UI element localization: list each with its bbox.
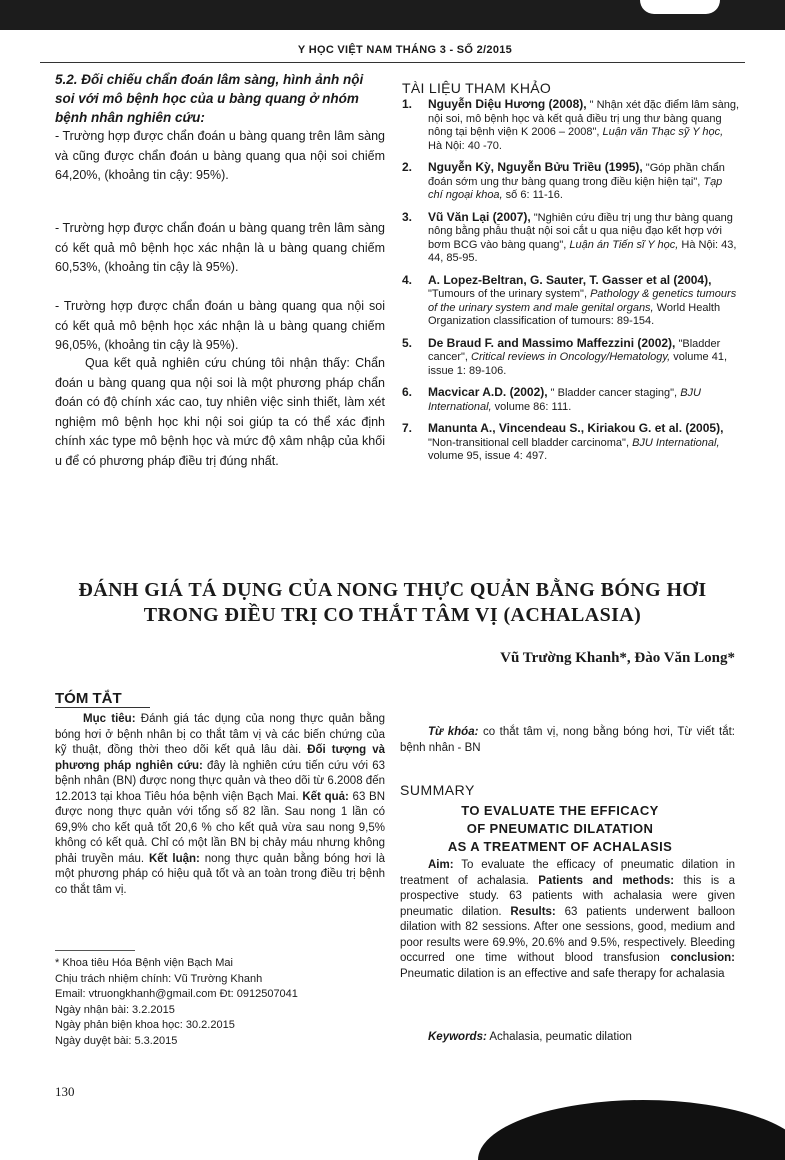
reference-tail: World Health Organization classification of tumours: 89-154. xyxy=(428,301,721,327)
reference-text: " Bladder cancer staging", xyxy=(547,387,681,399)
label-conclusion-en: conclusion: xyxy=(670,952,735,964)
page-number: 130 xyxy=(55,1084,75,1099)
keywords-vi xyxy=(400,725,735,756)
footnote-affiliation: * Khoa tiêu Hóa Bệnh viện Bạch Mai xyxy=(55,957,233,969)
footnote-contact: Email: vtruongkhanh@gmail.com Đt: 0912507041 xyxy=(55,988,298,1000)
english-title-line: AS A TREATMENT OF ACHALASIS xyxy=(447,839,673,854)
reference-number: 1. xyxy=(402,97,413,111)
label-patients-methods: Patients and methods: xyxy=(538,874,675,887)
reference-source: Critical reviews in Oncology/Hematology, xyxy=(471,351,671,363)
label-results-en: Results: xyxy=(510,905,556,918)
reference-text: "Góp phần chẩn đoán sớm ung thư bàng quang trong điều kiện hiện tại", xyxy=(428,162,725,188)
reference-tail: Hà Nội: 40 -70. xyxy=(428,139,502,152)
reference-authors: A. Lopez-Beltran, G. Sauter, T. Gasser et al (2004), xyxy=(428,272,712,287)
article-authors: Vũ Trường Khanh*, Đào Văn Long* xyxy=(500,650,735,666)
reference-source: Pathology & genetics tumours of the urinary system and male genital organs, xyxy=(428,288,737,314)
abstract-heading-rule xyxy=(55,707,150,708)
reference-text: "Tumours of the urinary system", xyxy=(428,288,591,300)
abstract-methods: đây là nghiên cứu tiến cứu với 63 bệnh nhân (BN) được nong thực quản và theo dõi từ 6.2008 đến 12.2013 tại khoa Tiêu hóa bệnh viện Bạch Mai. xyxy=(55,759,385,803)
running-header: Y HỌC VIỆT NAM THÁNG 3 - SỐ 2/2015 xyxy=(297,44,513,56)
article-title-line: TRONG ĐIỀU TRỊ CO THẮT TÂM VỊ (ACHALASIA) xyxy=(143,604,642,626)
reference-authors: De Braud F. and Massimo Maffezzini (2002), xyxy=(428,335,676,350)
reference-source: Tạp chí ngoại khoa, xyxy=(428,175,723,201)
bullet-paragraph: - Trường hợp được chẩn đoán u bàng quang trên lâm sàng và cũng được chẩn đoán u bàng quang qua nội soi chiếm 64,20%, (khoảng tin cậy: 95%). xyxy=(55,129,385,182)
reference-authors: Vũ Văn Lại (2007), xyxy=(428,209,531,224)
reference-item xyxy=(400,161,740,203)
label-aim: Aim: xyxy=(428,859,454,871)
reference-tail: volume 86: 111. xyxy=(491,400,572,413)
reference-source: BJU International, xyxy=(632,436,720,449)
english-title-line: TO EVALUATE THE EFFICACY xyxy=(461,803,659,818)
label-methods: Đối tượng và phương pháp nghiên cứu: xyxy=(55,744,386,772)
top-decorative-swoosh xyxy=(640,0,720,14)
reference-number: 2. xyxy=(402,160,413,174)
reference-authors: Manunta A., Vincendeau S., Kiriakou G. et al. (2005), xyxy=(428,421,724,435)
footnote-rule xyxy=(55,950,135,951)
keywords-vi-text: co thắt tâm vị, nong bằng bóng hơi, Từ viết tắt: bệnh nhân - BN xyxy=(400,726,735,754)
reference-tail: số 6: 11-16. xyxy=(502,189,563,201)
footnote-received: Ngày nhận bài: 3.2.2015 xyxy=(55,1003,175,1016)
reference-source: BJU International, xyxy=(428,387,701,413)
label-results: Kết quả: xyxy=(302,790,349,803)
abstract-objective: Đánh giá tác dụng của nong thực quản bằng bóng hơi ở bệnh nhân bị co thắt tâm vị và các biến chứng của kỹ thuật, đồng thời theo dõi kết quả lâu dài. xyxy=(55,713,385,756)
label-conclusion: Kết luận: xyxy=(148,852,200,865)
reference-source: Luận văn Thạc sỹ Y học, xyxy=(602,126,724,138)
abstract-conclusion: nong thực quản bằng bóng hơi là một phương pháp có hiệu quả tốt và an toàn trong điều trị bệnh co thắt tâm vị. xyxy=(55,852,386,896)
label-objective: Mục tiêu: xyxy=(83,713,136,725)
english-title-line: OF PNEUMATIC DILATATION xyxy=(466,821,654,836)
keywords-en-text: Achalasia, peumatic dilation xyxy=(486,1031,632,1043)
summary-aim: To evaluate the efficacy of pneumatic dilation in treatment of achalasia. xyxy=(400,859,735,887)
conclusion-paragraph: Qua kết quả nghiên cứu chúng tôi nhận thấy: Chẩn đoán u bàng quang qua nội soi là một phương pháp chẩn đoán có độ chính xác cao, tuy nhiên việc sinh thiết, làm xét nghiệm mô bệnh học khi nội soi giúp ta có thể xác định chính xác type mô bệnh học và mức độ xâm nhập của khối u để có phương pháp điều trị đúng nhất. xyxy=(55,356,385,468)
reference-item xyxy=(400,386,740,414)
reference-tail: Hà Nội: 43, 44, 85-95. xyxy=(428,238,737,264)
references-title: TÀI LIỆU THAM KHẢO xyxy=(402,80,552,96)
reference-item xyxy=(400,98,740,153)
reference-text: "Non-transitional cell bladder carcinoma", xyxy=(428,436,633,449)
english-title xyxy=(405,802,715,856)
header-rule xyxy=(40,62,745,63)
summary-conclusion: Pneumatic dilation is an effective and safe therapy for achalasia xyxy=(400,967,725,980)
summary-patients: this is a prospective study. 63 patients with achalasia were given pneumatic dilation. xyxy=(400,874,735,918)
summary-heading: SUMMARY xyxy=(400,782,475,798)
reference-item xyxy=(400,337,740,379)
reference-authors: Nguyễn Kỳ, Nguyễn Bửu Triều (1995), xyxy=(428,160,643,174)
reference-authors: Macvicar A.D. (2002), xyxy=(428,385,548,399)
bullet-paragraph: - Trường hợp được chẩn đoán u bàng quang qua nội soi có kết quả mô bệnh học xác nhận là u bàng quang chiếm 96,05%, (khoảng tin cậy là 95%). xyxy=(55,299,385,352)
reference-number: 5. xyxy=(402,335,413,350)
article-title-line: ĐÁNH GIÁ TÁ DỤNG CỦA NONG THỰC QUẢN BẰNG BÓNG HƠI xyxy=(78,579,707,601)
footnote-accepted: Ngày duyệt bài: 5.3.2015 xyxy=(55,1034,178,1047)
reference-text: "Nghiên cứu điều trị ung thư bàng quang nông bằng phẫu thuật nội soi cắt u qua niệu đạo kết hợp với bơm BCG vào bàng quang", xyxy=(428,211,733,251)
summary-body xyxy=(400,858,735,982)
reference-list xyxy=(400,98,740,472)
reference-number: 6. xyxy=(402,385,413,399)
abstract-results: 63 BN được nong thực quản với tổng số 82 lần. Sau nong 1 lần có 69,9% cho kết quả tốt 20,6 % cho kết quả vừa sau nong 9,5% không có kết quả. Chỉ có một lần BN bị chảy máu nhưng không phải truyền máu. xyxy=(55,790,385,865)
reference-text: "Bladder cancer", xyxy=(428,337,721,363)
reference-authors: Nguyễn Diệu Hương (2008), xyxy=(428,97,587,111)
reference-source: Luận án Tiến sĩ Y học, xyxy=(569,238,679,251)
reference-item xyxy=(400,211,740,266)
summary-results: 63 patients underwent balloon dilation with 82 sessions. After one sessions, good, medium and poor results were 69.9%, 20.6% and 9.5%, respectively. Bleeding occurred one time without blood transfusion xyxy=(400,905,735,964)
reference-tail: volume 41, issue 1: 89-106. xyxy=(428,351,728,377)
reference-tail: volume 95, issue 4: 497. xyxy=(428,450,548,462)
article-title xyxy=(60,578,725,628)
reference-item xyxy=(400,274,740,329)
keywords-en xyxy=(400,1030,735,1046)
label-keywords-en: Keywords: xyxy=(428,1031,487,1043)
footnote-corresponding: Chịu trách nhiệm chính: Vũ Trường Khanh xyxy=(55,972,263,985)
label-keywords-vi: Từ khóa: xyxy=(428,726,479,738)
footnotes xyxy=(55,956,385,1049)
reference-number: 7. xyxy=(402,421,413,435)
section-heading-5-2: 5.2. Đối chiếu chẩn đoán lâm sàng, hình ảnh nội soi với mô bệnh học của u bàng quang ở nhóm bệnh nhân nghiên cứu: xyxy=(55,72,364,125)
reference-item xyxy=(400,422,740,464)
reference-number: 3. xyxy=(402,209,413,224)
abstract-heading: TÓM TẮT xyxy=(55,690,122,707)
reference-text: " Nhận xét đặc điểm lâm sàng, nội soi, mô bệnh học và kết quả điều trị ung thư bàng quang nông tại bệnh viện K 2006 – 2008", xyxy=(428,99,740,138)
bullet-paragraph: - Trường hợp được chẩn đoán u bàng quang trên lâm sàng có kết quả mô bệnh học xác nhận là u bàng quang chiếm 60,53%, (khoảng tin cậy là 95%). xyxy=(55,221,385,274)
abstract-body xyxy=(55,712,385,898)
footnote-reviewed: Ngày phản biện khoa học: 30.2.2015 xyxy=(55,1019,235,1031)
bottom-decorative-swoosh xyxy=(478,1100,785,1160)
reference-number: 4. xyxy=(402,272,413,287)
